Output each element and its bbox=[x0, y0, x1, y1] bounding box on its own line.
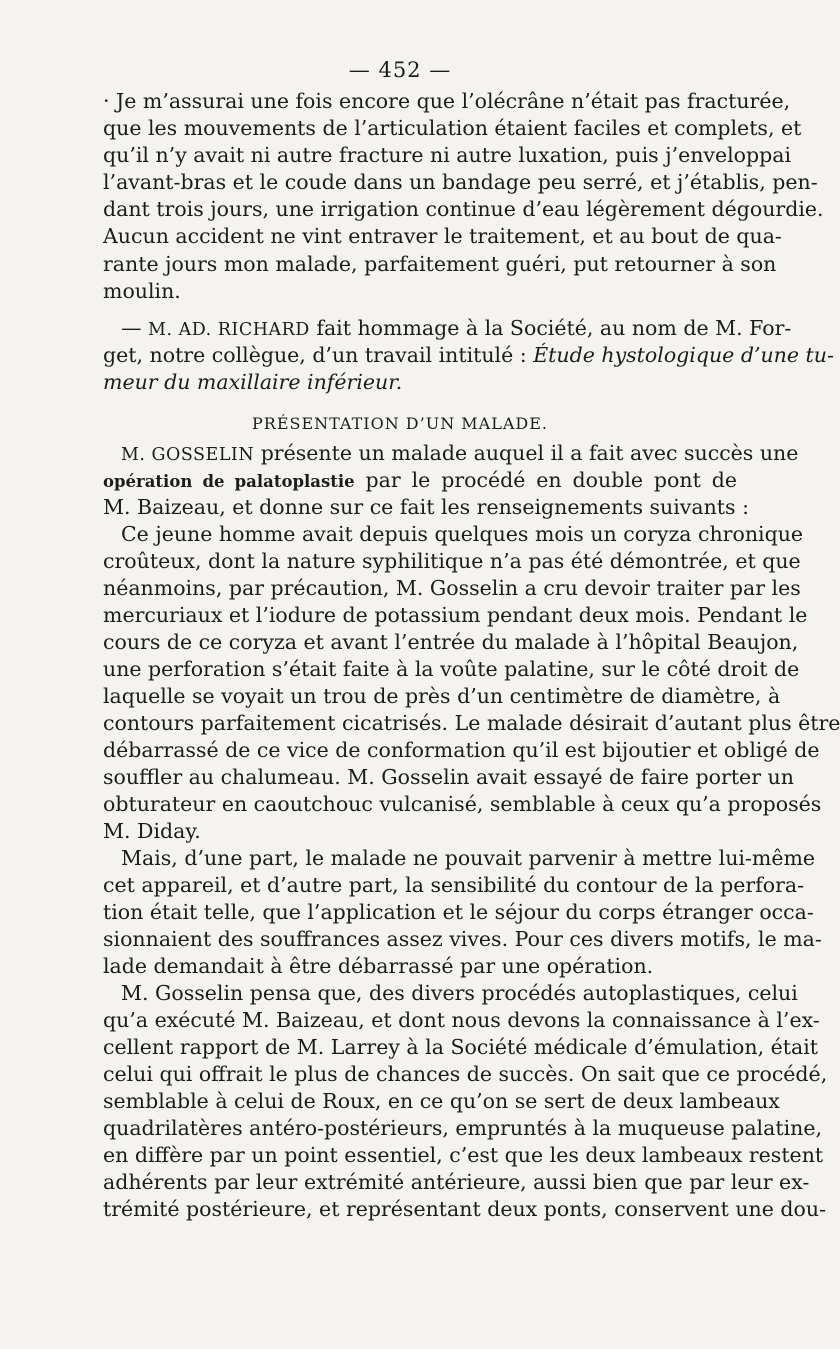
text-line: Ce jeune homme avait depuis quelques mois un coryza chronique bbox=[121, 522, 804, 546]
work-title: Étude hystologique d’une tu- bbox=[533, 343, 834, 367]
text-line: get, notre collègue, d’un travail intitulé : Étude hystologique d’une tu- bbox=[103, 343, 834, 367]
text-line: néanmoins, par précaution, M. Gosselin a cru devoir traiter par les bbox=[103, 576, 801, 600]
text-line: qu’a exécuté M. Baizeau, et dont nous devons la connaissance à l’ex- bbox=[103, 1008, 820, 1032]
text-line: semblable à celui de Roux, en ce qu’on se sert de deux lambeaux bbox=[103, 1089, 780, 1113]
text-line: quadrilatères antéro-postérieurs, empruntés à la muqueuse palatine, bbox=[103, 1116, 822, 1140]
text-line: trémité postérieure, et représentant deux ponts, conservent une dou- bbox=[103, 1197, 826, 1221]
text-line: qu’il n’y avait ni autre fracture ni autre luxation, puis j’enveloppai bbox=[103, 143, 792, 167]
text-line: Aucun accident ne vint entraver le traitement, et au bout de qua- bbox=[103, 224, 782, 248]
section-heading: PRÉSENTATION D’UN MALADE. bbox=[252, 414, 548, 433]
text-line: adhérents par leur extrémité antérieure, aussi bien que par leur ex- bbox=[103, 1170, 810, 1194]
text-line: rante jours mon malade, parfaitement guéri, put retourner à son bbox=[103, 252, 777, 276]
text-line: tion était telle, que l’application et le séjour du corps étranger occa- bbox=[103, 900, 814, 924]
text-line: celui qui offrait le plus de chances de succès. On sait que ce procédé, bbox=[103, 1062, 828, 1086]
text-line bbox=[103, 369, 737, 396]
text-line: laquelle se voyait un trou de près d’un centimètre de diamètre, à bbox=[103, 684, 781, 708]
text-line: — M. AD. RICHARD fait hommage à la Société, au nom de M. For- bbox=[121, 316, 792, 340]
text-line: sionnaient des souffrances assez vives. Pour ces divers motifs, le ma- bbox=[103, 927, 822, 951]
text-line: M. GOSSELIN présente un malade auquel il a fait avec succès une bbox=[121, 441, 799, 465]
text-line: M. Baizeau, et donne sur ce fait les renseignements suivants : bbox=[103, 495, 749, 519]
text-line: obturateur en caoutchouc vulcanisé, semblable à ceux qu’a proposés bbox=[103, 792, 822, 816]
text-line: cours de ce coryza et avant l’entrée du malade à l’hôpital Beaujon, bbox=[103, 630, 799, 654]
page-number: — 452 — bbox=[348, 58, 452, 82]
text-line: moulin. bbox=[103, 279, 181, 303]
text-line: contours parfaitement cicatrisés. Le malade désirait d’autant plus être bbox=[103, 711, 840, 735]
text-line: · Je m’assurai une fois encore que l’olécrâne n’était pas fracturée, bbox=[103, 89, 791, 113]
text-line: opération de palatoplastie par le procédé en double pont de bbox=[103, 468, 738, 492]
text-line: lade demandait à être débarrassé par une opération. bbox=[103, 954, 654, 978]
procedure-name: opération de palatoplastie bbox=[103, 472, 355, 491]
work-title: meur du maxillaire inférieur. bbox=[103, 370, 403, 394]
text-line: l’avant-bras et le coude dans un bandage peu serré, et j’établis, pen- bbox=[103, 170, 818, 194]
text-line: M. Gosselin pensa que, des divers procédés autoplastiques, celui bbox=[121, 981, 798, 1005]
text-line: M. Diday. bbox=[103, 819, 201, 843]
text-line: en diffère par un point essentiel, c’est que les deux lambeaux restent bbox=[103, 1143, 824, 1167]
text-line: une perforation s’était faite à la voûte palatine, sur le côté droit de bbox=[103, 657, 800, 681]
text-line: débarrassé de ce vice de conformation qu’il est bijoutier et obligé de bbox=[103, 738, 820, 762]
text-line: mercuriaux et l’iodure de potassium pendant deux mois. Pendant le bbox=[103, 603, 808, 627]
text-line: cellent rapport de M. Larrey à la Société médicale d’émulation, était bbox=[103, 1035, 819, 1059]
text-line: dant trois jours, une irrigation continue d’eau légèrement dégourdie. bbox=[103, 197, 824, 221]
text-line: Mais, d’une part, le malade ne pouvait parvenir à mettre lui-même bbox=[121, 846, 816, 870]
author-name: M. AD. RICHARD bbox=[148, 320, 310, 340]
text-line: croûteux, dont la nature syphilitique n’a pas été démontrée, et que bbox=[103, 549, 801, 573]
author-name: M. GOSSELIN bbox=[121, 445, 255, 465]
text-line: cet appareil, et d’autre part, la sensibilité du contour de la perfora- bbox=[103, 873, 805, 897]
text-line: souffler au chalumeau. M. Gosselin avait essayé de faire porter un bbox=[103, 765, 794, 789]
text-line: que les mouvements de l’articulation étaient faciles et complets, et bbox=[103, 116, 802, 140]
